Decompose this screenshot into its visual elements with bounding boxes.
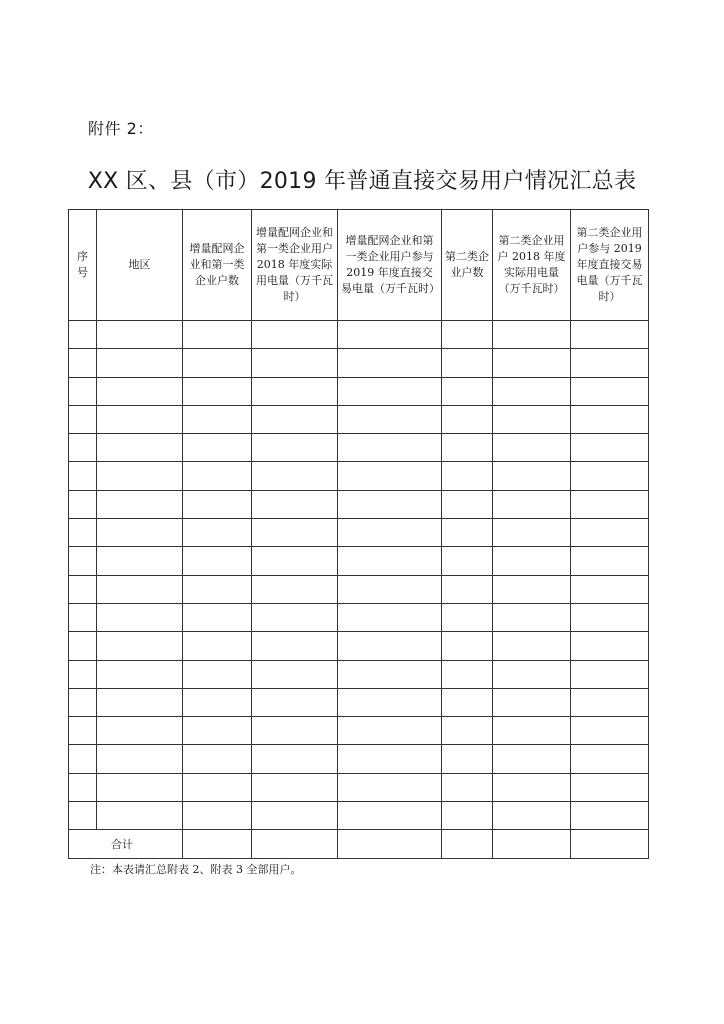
table-cell [493,603,571,631]
table-cell [571,802,649,830]
table-cell [338,688,442,716]
table-cell [571,717,649,745]
table-cell [493,802,571,830]
table-cell [442,434,493,462]
table-cell [183,632,252,660]
table-cell [252,745,338,773]
table-cell [252,490,338,518]
table-cell [571,490,649,518]
table-row [69,745,649,773]
table-cell [183,660,252,688]
table-cell [252,603,338,631]
table-cell [338,717,442,745]
table-cell [442,405,493,433]
table-cell [69,717,97,745]
header-second-2018-usage: 第二类企业用户 2018 年度实际用电量（万千瓦时） [493,210,571,321]
table-cell [442,688,493,716]
table-row [69,802,649,830]
table-cell [69,349,97,377]
total-cell [571,830,649,858]
table-cell [571,321,649,349]
table-cell [338,745,442,773]
table-cell [442,349,493,377]
table-cell [252,377,338,405]
table-row [69,547,649,575]
table-cell [442,802,493,830]
header-incr-2019-trade: 增量配网企业和第一类企业用户参与 2019 年度直接交易电量（万千瓦时） [338,210,442,321]
header-seq: 序号 [69,210,97,321]
table-cell [97,773,183,801]
table-cell [69,688,97,716]
table-row [69,405,649,433]
table-cell [442,377,493,405]
table-cell [252,434,338,462]
table-cell [97,434,183,462]
table-cell [69,434,97,462]
table-cell [183,405,252,433]
table-cell [442,575,493,603]
header-second-count: 第二类企业户数 [442,210,493,321]
table-cell [252,575,338,603]
table-cell [571,405,649,433]
table-cell [442,660,493,688]
table-cell [442,717,493,745]
header-incr-count: 增量配网企业和第一类企业户数 [183,210,252,321]
table-cell [183,321,252,349]
table-cell [183,603,252,631]
table-cell [69,547,97,575]
table-cell [97,321,183,349]
table-row [69,377,649,405]
table-cell [338,377,442,405]
table-cell [571,745,649,773]
table-cell [493,519,571,547]
table-cell [183,717,252,745]
table-cell [183,462,252,490]
table-cell [493,660,571,688]
table-cell [183,802,252,830]
table-cell [442,603,493,631]
table-cell [442,745,493,773]
total-cell [338,830,442,858]
table-cell [571,434,649,462]
table-cell [442,321,493,349]
table-cell [493,349,571,377]
table-cell [442,490,493,518]
table-cell [69,802,97,830]
table-cell [97,519,183,547]
table-cell [442,547,493,575]
table-cell [69,490,97,518]
total-label: 合计 [69,830,183,858]
table-cell [252,321,338,349]
table-cell [183,377,252,405]
table-row [69,660,649,688]
table-row [69,603,649,631]
table-cell [183,434,252,462]
table-cell [338,321,442,349]
table-cell [69,575,97,603]
table-cell [252,462,338,490]
table-cell [183,349,252,377]
table-cell [252,632,338,660]
table-row [69,688,649,716]
table-cell [183,547,252,575]
table-cell [442,462,493,490]
table-cell [69,321,97,349]
table-cell [338,462,442,490]
table-cell [97,575,183,603]
table-cell [97,745,183,773]
table-cell [252,717,338,745]
table-body [69,321,649,859]
table-cell [493,688,571,716]
header-incr-2018-usage: 增量配网企业和第一类企业用户 2018 年度实际用电量（万千瓦时） [252,210,338,321]
table-cell [493,745,571,773]
table-cell [338,773,442,801]
table-cell [183,575,252,603]
table-cell [571,377,649,405]
table-cell [252,660,338,688]
table-cell [493,773,571,801]
table-cell [97,688,183,716]
table-cell [493,575,571,603]
table-header-row [69,210,649,321]
table-cell [69,745,97,773]
table-cell [69,773,97,801]
total-cell [493,830,571,858]
header-second-2019-trade: 第二类企业用户参与 2019 年度直接交易电量（万千瓦时） [571,210,649,321]
table-row [69,773,649,801]
table-cell [338,632,442,660]
table-cell [69,462,97,490]
table-cell [338,660,442,688]
table-row [69,632,649,660]
table-cell [493,434,571,462]
table-cell [183,745,252,773]
table-cell [493,321,571,349]
table-cell [252,773,338,801]
table-cell [183,490,252,518]
table-cell [493,717,571,745]
page-title: XX 区、县（市）2019 年普通直接交易用户情况汇总表 [87,169,637,194]
table-cell [97,547,183,575]
table-row [69,349,649,377]
total-cell [183,830,252,858]
table-cell [571,660,649,688]
table-row [69,462,649,490]
summary-table [68,209,649,859]
table-cell [338,519,442,547]
attachment-label: 附件 2： [88,119,154,138]
table-cell [252,688,338,716]
table-cell [69,660,97,688]
table-cell [97,802,183,830]
total-cell [252,830,338,858]
table-row [69,717,649,745]
table-cell [493,632,571,660]
table-cell [571,773,649,801]
table-cell [97,405,183,433]
table-cell [571,349,649,377]
table-cell [338,802,442,830]
table-row [69,321,649,349]
table-cell [571,632,649,660]
table-cell [493,490,571,518]
footnote: 注：本表请汇总附表 2、附表 3 全部用户。 [90,863,302,876]
table-cell [571,519,649,547]
table-cell [571,688,649,716]
table-cell [571,603,649,631]
table-cell [183,688,252,716]
table-cell [97,349,183,377]
header-region: 地区 [97,210,183,321]
total-row [69,830,649,858]
table-cell [97,632,183,660]
table-cell [252,349,338,377]
table-cell [97,490,183,518]
table-row [69,434,649,462]
table-cell [571,575,649,603]
table-cell [183,519,252,547]
table-cell [69,405,97,433]
table-cell [571,462,649,490]
table-cell [338,434,442,462]
table-cell [338,575,442,603]
table-cell [97,377,183,405]
table-cell [493,462,571,490]
table-cell [69,603,97,631]
table-cell [252,405,338,433]
table-cell [493,405,571,433]
table-cell [69,377,97,405]
table-cell [69,519,97,547]
table-cell [442,773,493,801]
table-cell [183,773,252,801]
table-cell [338,603,442,631]
table-row [69,519,649,547]
table-cell [442,519,493,547]
table-row [69,490,649,518]
table-row [69,575,649,603]
table-cell [97,717,183,745]
table-cell [252,519,338,547]
table-cell [493,547,571,575]
table-cell [338,349,442,377]
table-cell [338,405,442,433]
table-cell [97,660,183,688]
total-cell [442,830,493,858]
table-cell [252,547,338,575]
table-cell [571,547,649,575]
table-cell [252,802,338,830]
table-cell [338,547,442,575]
table-cell [442,632,493,660]
table-cell [493,377,571,405]
table-cell [97,603,183,631]
table-cell [338,490,442,518]
table-cell [97,462,183,490]
table-cell [69,632,97,660]
